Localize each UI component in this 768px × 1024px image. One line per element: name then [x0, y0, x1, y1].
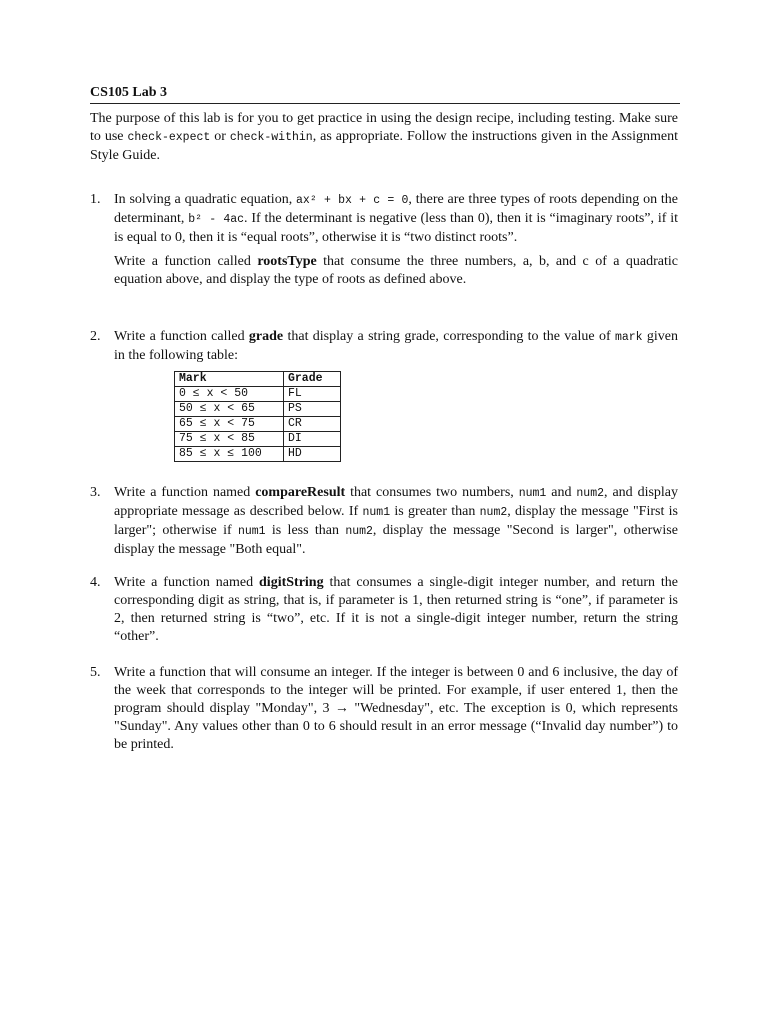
function-name: digitString: [259, 575, 324, 590]
function-name: compareResult: [255, 485, 346, 500]
question-number: 4.: [90, 575, 101, 590]
intro-text-2: or: [210, 129, 230, 144]
table-cell: 85 ≤ x ≤ 100: [175, 447, 284, 462]
grade-table: [174, 371, 341, 462]
code-num2: num2: [576, 487, 605, 500]
table-cell: HD: [284, 447, 341, 462]
header-grade: Grade: [284, 372, 341, 387]
question-2: [90, 328, 678, 462]
table-row: [175, 402, 341, 417]
page-title: CS105 Lab 3: [90, 84, 680, 104]
table-cell: 0 ≤ x < 50: [175, 387, 284, 402]
question-1: [90, 191, 678, 295]
header-mark: Mark: [175, 372, 284, 387]
text: is greater than: [390, 504, 480, 519]
text: that display a string grade, corresponding to the value of: [283, 329, 615, 344]
code-num1: num1: [362, 506, 391, 519]
question-number: 1.: [90, 192, 101, 207]
code-num2: num2: [479, 506, 508, 519]
table-cell: 65 ≤ x < 75: [175, 417, 284, 432]
intro-paragraph: [90, 110, 678, 165]
text: . If the determinant is negative (less than 0), then it is “imaginary roots”, if it is equal to 0, then it is “equal roots”, otherwise it is “two distinct roots”.: [114, 211, 678, 245]
text: is less than: [265, 523, 346, 538]
table-row: [175, 447, 341, 462]
intro-text-1: The purpose of this lab is for you to get practice in using the design recipe, including testing. Make sure to use: [90, 111, 678, 144]
question-5: [90, 664, 678, 760]
text: that consumes two numbers,: [345, 485, 519, 500]
text: Write a function named: [114, 575, 260, 590]
function-name: grade: [248, 329, 284, 344]
table-header-row: [175, 372, 341, 387]
question-4-paragraph: [114, 574, 678, 646]
code-check-expect: check-expect: [127, 131, 211, 144]
text: , there are three types of roots depending on the determinant,: [114, 192, 678, 226]
table-row: [175, 432, 341, 447]
text: , display the message "Second is larger", otherwise display the message "Both equal".: [114, 523, 678, 557]
table-cell: DI: [284, 432, 341, 447]
code-num1: num1: [237, 525, 266, 538]
determinant: b² - 4ac: [188, 213, 245, 226]
question-1-paragraph-1: [114, 191, 678, 247]
code-check-within: check-within: [229, 131, 313, 144]
table-cell: FL: [284, 387, 341, 402]
table-row: [175, 417, 341, 432]
code-num2: num2: [345, 525, 373, 538]
code-mark: mark: [614, 331, 643, 344]
question-2-paragraph: [114, 328, 678, 365]
question-3-paragraph: [114, 484, 678, 559]
question-4: [90, 574, 678, 652]
text: , and display appropriate message as described below. If: [114, 485, 679, 519]
text: Write a function called: [114, 329, 249, 344]
text: Write a function named: [114, 485, 256, 500]
question-number: 3.: [90, 485, 101, 500]
table-row: [175, 387, 341, 402]
question-5-paragraph: Write a function that will consume an integer. If the integer is between 0 and 6 inclusive, the day of the week that corresponds to the integer will be printed. For example, if user entered 1, then the program should display "Monday", 3 → "Wednesday", etc. The exception is 0, which represents "Sunday". Any values other than 0 to 6 should result in an error message (“Invalid day number”) to be printed.: [114, 665, 678, 752]
text: that consumes a single-digit integer number, and return the corresponding digit as string, that is, if parameter is 1, then returned string is “one”, if parameter is 2, then returned string is “two”, etc. If it is not a single-digit integer number, return the string “other”.: [114, 575, 679, 644]
function-name: rootsType: [257, 254, 317, 269]
table-cell: PS: [284, 402, 341, 417]
text: , display the message "First is larger"; otherwise if: [114, 504, 679, 538]
table-cell: 50 ≤ x < 65: [175, 402, 284, 417]
question-3: [90, 484, 678, 565]
question-number: 5.: [90, 665, 101, 680]
equation: ax² + bx + c = 0: [296, 194, 409, 207]
intro-text-3: , as appropriate. Follow the instructions given in the Assignment Style Guide.: [90, 129, 679, 163]
text: Write a function called: [114, 254, 258, 269]
text: In solving a quadratic equation,: [114, 192, 297, 207]
question-number: 2.: [90, 329, 101, 344]
table-cell: 75 ≤ x < 85: [175, 432, 284, 447]
text: and: [546, 485, 577, 500]
question-1-paragraph-2: [114, 253, 678, 289]
text: that consume the three numbers, a, b, and c of a quadratic equation above, and display the type of roots as defined above.: [114, 254, 679, 287]
code-num1: num1: [518, 487, 547, 500]
table-cell: CR: [284, 417, 341, 432]
text: given in the following table:: [114, 329, 678, 363]
